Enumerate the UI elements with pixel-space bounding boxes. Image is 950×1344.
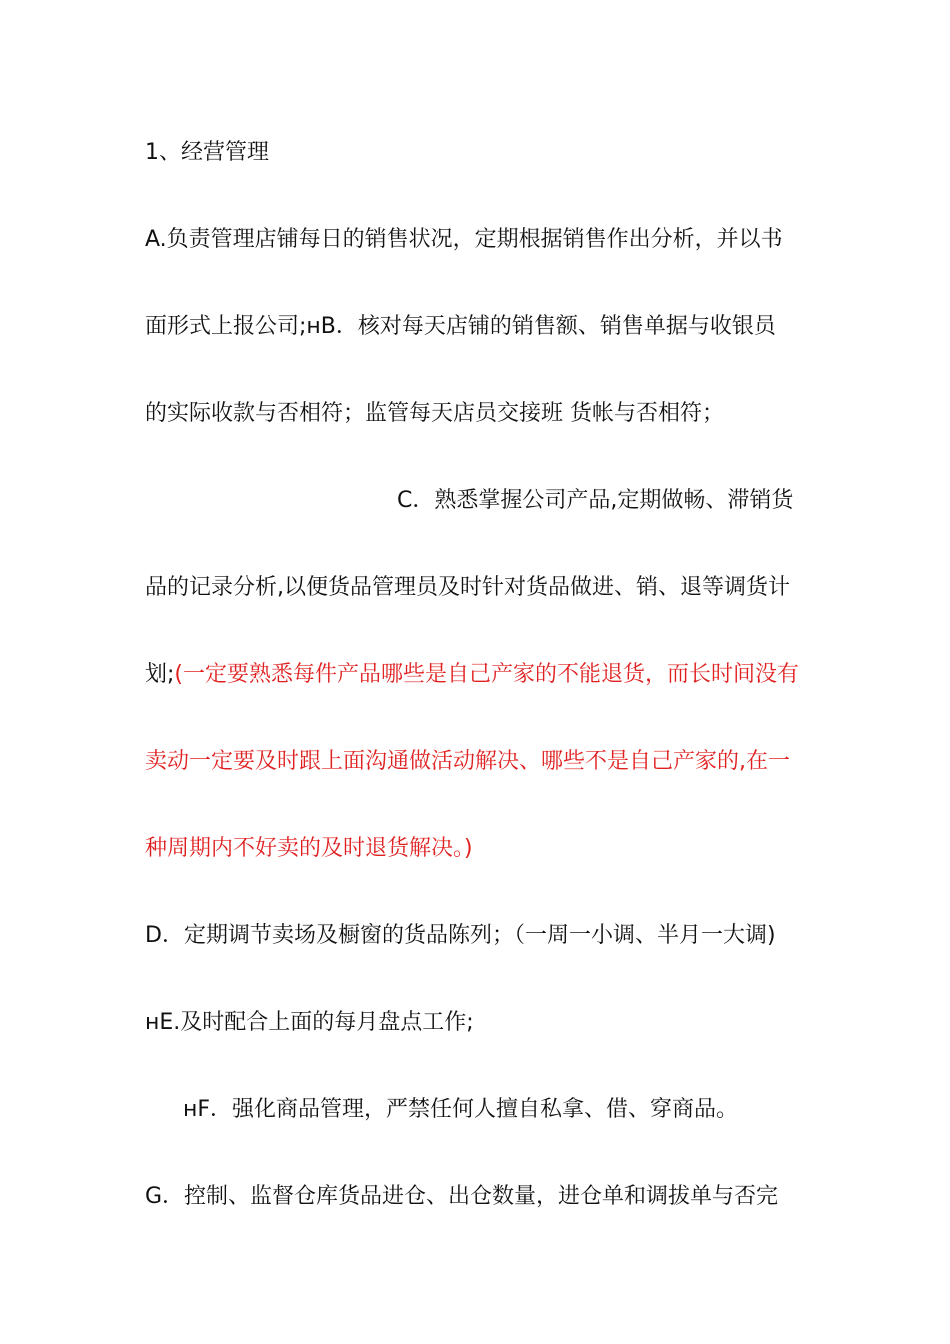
paragraph-line-d: D．定期调节卖场及橱窗的货品陈列；（一周一小调、半月一大调) <box>145 923 776 948</box>
paragraph-line-e: ʜE.及时配合上面的每月盘点工作; <box>145 1010 474 1035</box>
paragraph-line-f: ʜF．强化商品管理，严禁任何人擅自私拿、借、穿商品。 <box>183 1097 739 1122</box>
paragraph-line-c-cont: 品的记录分析,以便货品管理员及时针对货品做进、销、退等调货计 <box>145 575 790 600</box>
section-heading: 1、经营管理 <box>145 140 269 165</box>
paragraph-line-c-end <box>145 660 810 690</box>
paragraph-line-g: G．控制、监督仓库货品进仓、出仓数量，进仓单和调拔单与否完 <box>145 1184 779 1209</box>
paragraph-line-a: A.负责管理店铺每日的销售状况，定期根据销售作出分析，并以书 <box>145 227 783 252</box>
highlight-note-start: (一定要熟悉每件产品哪些是自己产家的不能退货，而长时间没有 <box>174 662 800 687</box>
plan-text: 划; <box>145 662 175 687</box>
paragraph-line-b: 面形式上报公司;ʜB．核对每天店铺的销售额、销售单据与收银员 <box>145 314 776 339</box>
paragraph-line-b-cont: 的实际收款与否相符；监管每天店员交接班 货帐与否相符； <box>145 401 724 426</box>
highlight-note-middle: 卖动一定要及时跟上面沟通做活动解决、哪些不是自己产家的,在一 <box>145 749 790 774</box>
highlight-note-end: 种周期内不好卖的及时退货解决。) <box>145 836 473 861</box>
paragraph-line-c: C．熟悉掌握公司产品,定期做畅、滞销货 <box>397 488 794 513</box>
